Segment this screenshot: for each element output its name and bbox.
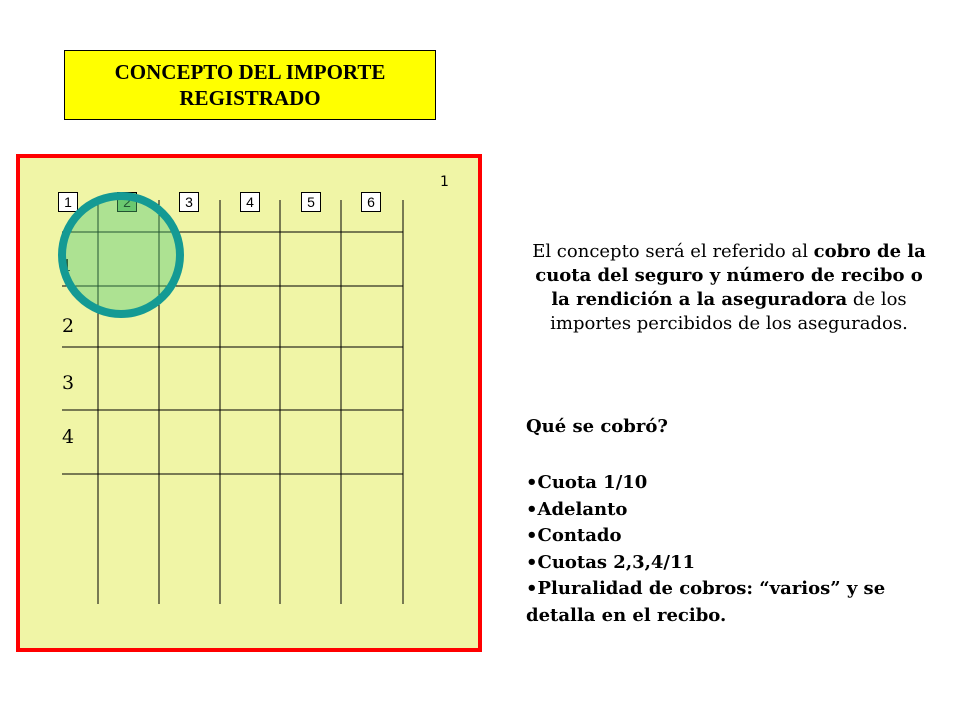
column-label-3: 3: [179, 192, 199, 212]
title-line-1: CONCEPTO DEL IMPORTE: [114, 60, 386, 84]
column-label-5: 5: [301, 192, 321, 212]
column-label-1: 1: [58, 192, 78, 212]
row-label-4: 4: [62, 426, 75, 448]
bullet-item: •Adelanto: [526, 498, 628, 520]
row-label-3: 3: [62, 372, 75, 394]
highlight-circle: [58, 192, 184, 318]
row-label-2: 2: [62, 315, 75, 337]
bullet-item: •Cuotas 2,3,4/11: [526, 551, 696, 573]
column-label-4: 4: [240, 192, 260, 212]
column-label-2: 2: [117, 192, 137, 212]
question-heading: Qué se cobró?: [526, 416, 668, 437]
bullet-item: •Cuota 1/10: [526, 472, 648, 493]
row-label-1: 1: [62, 256, 73, 275]
title-line-2: REGISTRADO: [179, 86, 321, 110]
explanation-part-1: El concepto será el referido al: [532, 241, 814, 262]
bullet-item: •Contado: [526, 525, 622, 546]
column-label-6: 6: [361, 192, 381, 212]
explanation-bold: cobro de la cuota del seguro y número de recibo o la rendición a la aseguradora: [535, 241, 926, 310]
explanation-part-2: de los importes percibidos de los asegurados.: [550, 289, 908, 334]
bullet-list: [526, 470, 946, 629]
page-number: 1: [440, 174, 449, 190]
bullet-item: •Pluralidad de cobros: “varios” y se detalla en el recibo.: [526, 578, 886, 626]
explanation-text: [524, 240, 934, 336]
